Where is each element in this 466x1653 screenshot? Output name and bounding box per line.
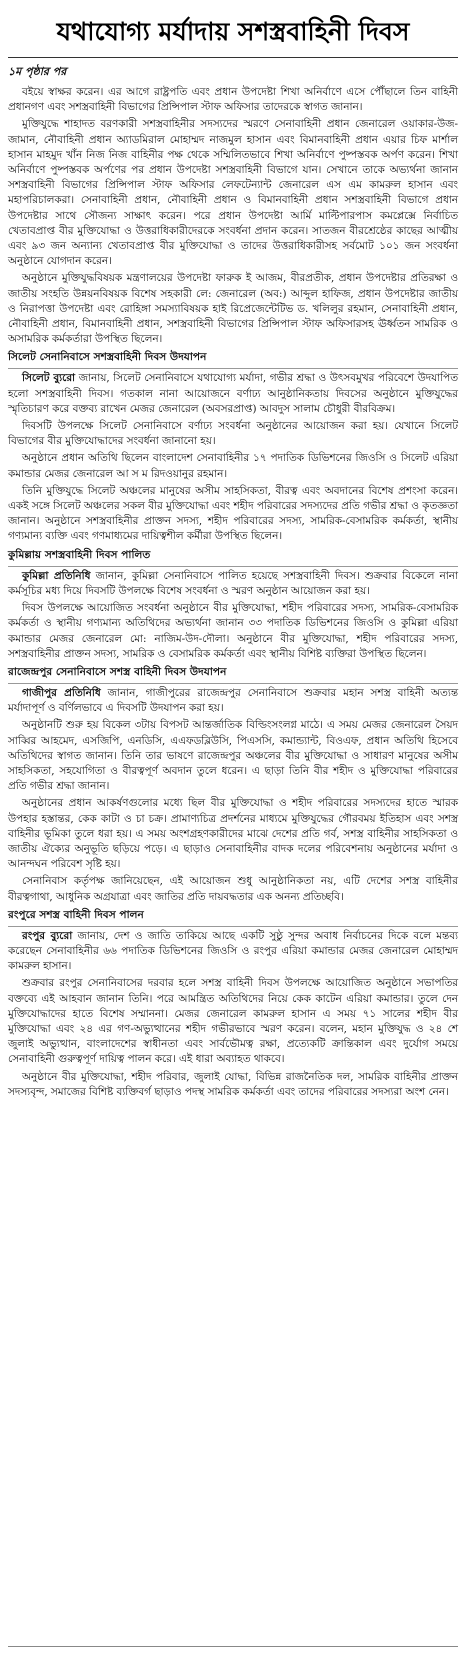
paragraph-text: জানান, কুমিল্লা সেনানিবাসে পালিত হয়েছে সশস্ত্রবাহিনী দিবস। শুক্রবার বিকেলে নানা কর্মসূচির মধ্য দিয়ে দিবসটি উপলক্ষে বিশেষ সংবর্ধনা ও স্মরণ অনুষ্ঠান আয়োজন করা হয়। <box>8 569 458 597</box>
dateline: রংপুর ব্যুরো <box>22 929 73 942</box>
rajendrapur-section <box>8 665 458 905</box>
dateline: কুমিল্লা প্রতিনিধি <box>22 569 91 582</box>
article-paragraph <box>8 569 458 599</box>
intro-paragraph: অনুষ্ঠানে মুক্তিযুদ্ধবিষয়ক মন্ত্রণালয়ের উপদেষ্টা ফারুক ই আজম, বীরপ্রতীক, প্রধান উপদেষ্টার প্রতিরক্ষা ও জাতীয় সংহতি উন্নয়নবিষয়ক বিশেষ সহকারী লে: জেনারেল (অব:) আব্দুল হাফিজ, প্রধান উপদেষ্টার জাতীয় ও নিরাপত্তা উপদেষ্টা এবং রোহিঙ্গা সমস্যাবিষয়ক হাই রিপ্রেজেন্টেটিভ ড. খলিলুর রহমান, সেনাবাহিনী প্রধান, নৌবাহিনী প্রধান, বিমানবাহিনী প্রধান, সশস্ত্রবাহিনী বিভাগের প্রিন্সিপাল স্টাফ অফিসারসহ ঊর্ধ্বতন সামরিক ও অসামরিক কর্মকর্তারা উপস্থিত ছিলেন। <box>8 272 458 346</box>
article-paragraph <box>8 929 458 975</box>
article-paragraph: অনুষ্ঠানটি শুরু হয় বিকেল ৩টায় বিপসট আন্তর্জাতিক বিল্ডিংসংলগ্ন মাঠে। এ সময় মেজর জেনারেল সৈয়দ সাব্বির আহমেদ, এসজিপি, এনডিসি, এএফডব্লিউসি, পিএসসি, কমান্ড্যান্ট, বিওএফ, প্রধান অতিথি হিসেবে অতিথিদের স্বাগত জানান। তিনি তার ভাষণে রাজেন্দ্রপুর অঞ্চলের বীর মুক্তিযোদ্ধা ও সাধারণ মানুষের অসীম সাহসিকতা, সহযোগিতা ও বীরত্বপূর্ণ অবদান তুলে ধরেন। এ ছাড়া তিনি বীর শহীদ ও মুক্তিযোদ্ধা পরিবারের প্রতি গভীর শ্রদ্ধা জানান। <box>8 719 458 793</box>
article-paragraph: শুক্রবার রংপুর সেনানিবাসের দরবার হলে সশস্ত্র বাহিনী দিবস উপলক্ষে আয়োজিত অনুষ্ঠানে সভাপতির বক্তব্যে এই আহবান জানান তিনি। পরে আমন্ত্রিত অতিথিদের নিয়ে কেক কাটেন এরিয়া কমান্ডার। তুলে দেন মুক্তিযোদ্ধাদের হাতে বিশেষ সম্মাননা। মেজর জেনারেল কামরুল হাসান এ সময় ৭১ সালের শহীদ বীর মুক্তিযোদ্ধা এবং ২৪ এর গণ-অভ্যুত্থানের শহীদ গভীরভাবে স্মরণ করেন। বলেন, মহান মুক্তিযুদ্ধ ও ২৪ শে জুলাই অভ্যুত্থান, বাংলাদেশের স্বাধীনতা এবং সার্বভৌমত্ব রক্ষা, প্রত্যেকটি ক্রান্তিকাল এবং দুর্যোগ সময়ে সেনাবাহিনী গুরুত্বপূর্ণ দায়িত্ব পালন করে। এই ধারা অব্যাহত থাকবে। <box>8 977 458 1066</box>
paragraph-text: জানান, গাজীপুরের রাজেন্দ্রপুর সেনানিবাসে শুক্রবার মহান সশস্ত্র বাহিনী অত্যন্ত মর্যাদাপূর্ণ ও বর্ণিলভাবে এ দিবসটি উদযাপন করা হয়। <box>8 686 458 715</box>
section-heading: কুমিল্লায় সশস্ত্রবাহিনী দিবস পালিত <box>8 548 458 567</box>
article-paragraph: তিনি মুক্তিযুদ্ধে সিলেট অঞ্চলের মানুষের অসীম সাহসিকতা, বীরত্ব এবং অবদানের বিশেষ প্রশংসা করেন। একই সঙ্গে সিলেট অঞ্চলের সকল বীর মুক্তিযোদ্ধা এবং শহীদ পরিবারের সদস্যদের প্রতি গভীর শ্রদ্ধা ও কৃতজ্ঞতা জানান। অনুষ্ঠানে সশস্ত্রবাহিনীর প্রাক্তন সদস্য, শহীদ পরিবারের সদস্য, সামরিক-বেসামরিক কর্মকর্তা, স্থানীয় গণ্যমান্য ব্যক্তি এবং গণমাধ্যমের দায়িত্বশীল কর্মীরা উপস্থিত ছিলেন। <box>8 484 458 543</box>
continuation-note: ১ম পৃষ্ঠার পর <box>8 65 67 78</box>
cumilla-section <box>8 548 458 662</box>
intro-section <box>8 85 458 347</box>
article-paragraph <box>8 686 458 716</box>
paragraph-text: জানায়, সিলেট সেনানিবাসে যথাযোগ্য মর্যাদা, গভীর শ্রদ্ধা ও উৎসবমুখর পরিবেশে উদযাপিত হলো সশস্ত্রবাহিনী দিবস। গতকাল নানা আয়োজনে বর্ণাঢ্য আনুষ্ঠানিকতায় দিবসের অনুষ্ঠানে মুক্তিযুদ্ধের স্মৃতিচারণ করে বক্তব্য রাখেন মেজর জেনারেল (অবসরপ্রাপ্ত) আবদুস সালাম চৌধুরী বীরবিক্রম। <box>8 372 458 415</box>
bottom-divider <box>8 1646 458 1647</box>
article-paragraph: অনুষ্ঠানের প্রধান আকর্ষণগুলোর মধ্যে ছিল বীর মুক্তিযোদ্ধা ও শহীদ পরিবারের সদস্যদের হাতে স্মারক উপহার হস্তান্তর, কেক কাটা ও চা চক্র। প্রামাণ্যচিত্র প্রদর্শনের মাধ্যমে মুক্তিযুদ্ধের গৌরবময় ইতিহাস এবং সশস্ত্র বাহিনীর ভূমিকা তুলে ধরা হয়। এ সময় অংশগ্রহণকারীদের মাঝে দেশের প্রতি গর্ব, সশস্ত্র বাহিনীর সাহসিকতা ও জাতীয় ঐক্যের অনুভূতি ছড়িয়ে পড়ে। এ ছাড়াও সেনাবাহিনীর বাদক দলের পরিবেশনায় অনুষ্ঠানের মর্যাদা ও আনন্দঘন পরিবেশ সৃষ্টি হয়। <box>8 797 458 871</box>
intro-paragraph: বইয়ে স্বাক্ষর করেন। এর আগে রাষ্ট্রপতি এবং প্রধান উপদেষ্টা শিখা অনির্বাণে এসে পৌঁছালে তিন বাহিনী প্রধানগণ এবং সশস্ত্রবাহিনী বিভাগের প্রিন্সিপাল স্টাফ অফিসার তাদেরকে স্বাগত জানান। <box>8 86 458 114</box>
article-paragraph: দিবসটি উপলক্ষে সিলেট সেনানিবাসে বর্ণাঢ্য সংবর্ধনা অনুষ্ঠানের আয়োজন করা হয়। যেখানে সিলেট বিভাগের বীর মুক্তিযোদ্ধাদের সংবর্ধনা জানানো হয়। <box>8 420 458 448</box>
article-paragraph <box>8 371 458 417</box>
article-paragraph: অনুষ্ঠানে প্রধান অতিথি ছিলেন বাংলাদেশ সেনাবাহিনীর ১৭ পদাতিক ডিভিশনের জিওসি ও সিলেট এরিয়া কমান্ডার মেজর জেনারেল আ স ম রিদওয়ানুর রহমান। <box>8 452 458 480</box>
paragraph-text: জানায়, দেশ ও জাতি তাকিয়ে আছে একটি সুষ্ঠু সুন্দর অবাধ নির্বাচনের দিকে বলে মন্তব্য করেছেন সেনাবাহিনীর ৬৬ পদাতিক ডিভিশনের জিওসি ও রংপুর এরিয়া কমান্ডার মেজর জেনারেল মোহাম্মদ কামরুল হাসান। <box>8 929 458 973</box>
article-paragraph: সেনানিবাস কর্তৃপক্ষ জানিয়েছেন, এই আয়োজন শুধু আনুষ্ঠানিকতা নয়, এটি দেশের সশস্ত্র বাহিনীর বীরত্বগাথা, আধুনিক অগ্রযাত্রা এবং জাতির প্রতি দায়বদ্ধতার এক অনন্য প্রতিচ্ছবি। <box>8 875 458 903</box>
section-heading: রংপুরে সশস্ত্র বাহিনী দিবস পালন <box>8 908 458 927</box>
rangpur-section <box>8 908 458 1100</box>
article-paragraph: দিবস উপলক্ষে আয়োজিত সংবর্ধনা অনুষ্ঠানে বীর মুক্তিযোদ্ধা, শহীদ পরিবারের সদস্য, সামরিক-বেসামরিক কর্মকর্তা ও স্থানীয় গণ্যমান্য অতিথিদের অভ্যর্থনা জানান ৩৩ পদাতিক ডিভিশনের জিওসি ও কুমিল্লা এরিয়া কমান্ডার মেজর জেনারেল মো: নাজিম-উদ-দৌলা। অনুষ্ঠানে বীর মুক্তিযোদ্ধা, শহীদ পরিবারের সদস্য, সশস্ত্রবাহিনীর প্রাক্তন সদস্য, সামরিক ও বেসামরিক কর্মকর্তা এবং স্থানীয় বিশিষ্ট ব্যক্তিরা উপস্থিত ছিলেন। <box>8 602 458 660</box>
article-paragraph: অনুষ্ঠানে বীর মুক্তিযোদ্ধা, শহীদ পরিবার, জুলাই যোদ্ধা, বিভিন্ন রাজনৈতিক দল, সামরিক বাহিনীর প্রাক্তন সদস্যবৃন্দ, সমাজের বিশিষ্ট ব্যক্তিবর্গ ছাড়াও পদস্থ সামরিক কর্মকর্তা এবং তাদের পরিবারের সদস্যরা অংশ নেন। <box>8 1070 458 1098</box>
intro-paragraph: মুক্তিযুদ্ধে শাহাদত বরণকারী সশস্ত্রবাহিনীর সদস্যদের স্মরণে সেনাবাহিনী প্রধান জেনারেল ওয়াকার-উজ-জামান, নৌবাহিনী প্রধান অ্যাডমিরাল মোহাম্মদ নাজমুল হাসান এবং বিমানবাহিনী প্রধান এয়ার চিফ মার্শাল হাসান মাহমুদ খাঁন নিজ নিজ বাহিনীর পক্ষ থেকে সম্মিলিতভাবে শিখা অনির্বাণে পুষ্পস্তবক অর্পণ করেন। শিখা অনির্বাণে পুষ্পস্তবক অর্পণের পর প্রধান উপদেষ্টা সশস্ত্রবাহিনী বিভাগে যান। সেখানে তাকে অভ্যর্থনা জানান সশস্ত্রবাহিনী বিভাগের প্রিন্সিপাল স্টাফ অফিসার লেফটেন্যান্ট জেনারেল এস এম কামরুল হাসান এবং মহাপরিচালকরা। সেনাবাহিনী প্রধান, নৌবাহিনী প্রধান ও বিমানবাহিনী প্রধান সশস্ত্রবাহিনী বিভাগে প্রধান উপদেষ্টার সাথে সৌজন্য সাক্ষাৎ করেন। পরে প্রধান উপদেষ্টা আর্মি মাল্টিপারপাস কমপ্লেক্সে নির্বাচিত খেতাবপ্রাপ্ত বীর মুক্তিযোদ্ধা ও উত্তরাধিকারীদেরকে সংবর্ধনা প্রদান করেন। সাতজন বীরশ্রেষ্ঠের কাছের আত্মীয় এবং ৯৩ জন অন্যান্য খেতাবপ্রাপ্ত বীর মুক্তিযোদ্ধা ও তাদের উত্তরাধিকারীসহ সর্বমোট ১০১ জন সংবর্ধনা অনুষ্ঠানে যোগদান করেন। <box>8 118 458 268</box>
dateline: গাজীপুর প্রতিনিধি <box>22 686 101 699</box>
dateline: সিলেট ব্যুরো <box>22 372 76 385</box>
section-heading: রাজেন্দ্রপুর সেনানিবাসে সশস্ত্র বাহিনী দিবস উদযাপন <box>8 665 458 684</box>
headline: যথাযোগ্য মর্যাদায় সশস্ত্রবাহিনী দিবস <box>8 6 458 58</box>
section-heading: সিলেট সেনানিবাসে সশস্ত্রবাহিনী দিবস উদযাপন <box>8 350 458 369</box>
sylhet-section <box>8 350 458 544</box>
